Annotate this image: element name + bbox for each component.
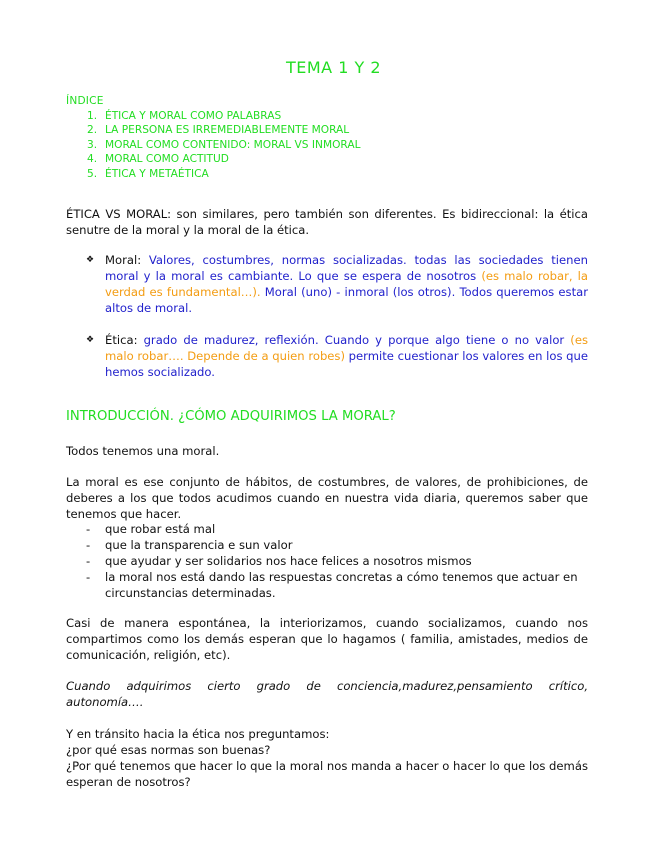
paragraph-4: Cuando adquirimos cierto grado de conciencia,madurez,pensamiento crítico, autonomía….	[66, 679, 588, 709]
toc-heading: ÍNDICE	[66, 95, 104, 107]
paragraph-5b: ¿por qué esas normas son buenas?	[66, 743, 271, 757]
list-item: - que ayudar y ser solidarios nos hace felices a nosotros mismos	[86, 554, 472, 568]
paragraph-2: La moral es ese conjunto de hábitos, de costumbres, de valores, de prohibiciones, de deberes a los que todos acudimos cuando en nuestra vida diaria, queremos saber que tenemos que hacer.	[66, 475, 588, 521]
list-item: - que la transparencia e sun valor	[86, 538, 293, 552]
moral-bullet: ❖ Moral: Valores, costumbres, normas socializadas. todas las sociedades tienen moral y la moral es cambiante. Lo que se espera de nosotros (es malo robar, la verdad es fundamental…). Moral (uno) - inmoral (los otros). Todos queremos estar altos de moral.	[86, 253, 589, 315]
paragraph-5c: ¿Por qué tenemos que hacer lo que la moral nos manda a hacer o hacer lo que los demás esperan de nosotros?	[66, 759, 588, 789]
diamond-bullet-icon: ❖	[86, 335, 95, 345]
paragraph-3: Casi de manera espontánea, la interiorizamos, cuando socializamos, cuando nos compartimos como los demás esperan que lo hagamos ( familia, amistades, medios de comunicación, religión, etc).	[66, 616, 588, 662]
toc-item: 3. MORAL COMO CONTENIDO: MORAL VS INMORAL	[87, 138, 361, 151]
paragraph-5a: Y en tránsito hacia la ética nos preguntamos:	[66, 727, 330, 741]
etica-bullet: ❖ Ética: grado de madurez, reflexión. Cuando y porque algo tiene o no valor (es malo robar…. Depende de a quien robes) permite cuestionar los valores en los que hemos socializado.	[86, 333, 589, 379]
page-title: TEMA 1 Y 2	[285, 58, 382, 77]
paragraph-1: Todos tenemos una moral.	[66, 444, 220, 458]
list-item: - la moral nos está dando las respuestas concretas a cómo tenemos que actuar en circunstancias determinadas.	[86, 570, 578, 600]
toc-item: 2. LA PERSONA ES IRREMEDIABLEMENTE MORAL	[87, 124, 350, 136]
list-item: - que robar está mal	[86, 522, 216, 536]
toc-item: 4. MORAL COMO ACTITUD	[87, 153, 229, 165]
diamond-bullet-icon: ❖	[86, 255, 95, 265]
toc-item: 1. ÉTICA Y MORAL COMO PALABRAS	[87, 109, 282, 122]
toc-item: 5. ÉTICA Y METAÉTICA	[87, 167, 209, 180]
toc-list	[66, 109, 361, 182]
table-of-contents	[66, 94, 361, 181]
etica-vs-moral-paragraph: ÉTICA VS MORAL: son similares, pero también son diferentes. Es bidireccional: la ética senutre de la moral y la moral de la ética.	[66, 207, 588, 237]
section-heading: INTRODUCCIÓN. ¿CÓMO ADQUIRIMOS LA MORAL?	[66, 409, 396, 424]
dash-list	[86, 521, 588, 601]
